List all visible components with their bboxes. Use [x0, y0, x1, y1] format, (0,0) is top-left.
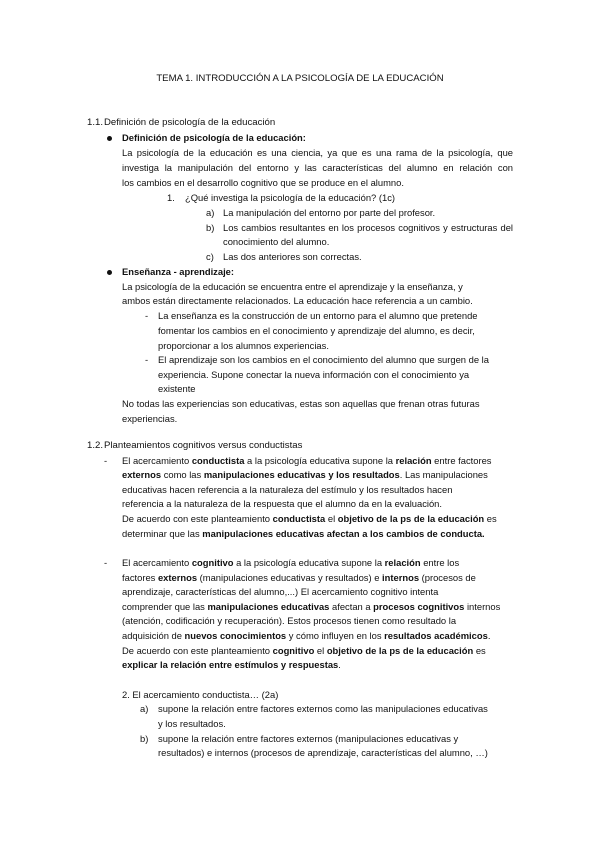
option-text: supone la relación entre factores externos como las manipulaciones educativas: [158, 703, 488, 714]
option-label: b): [140, 733, 149, 744]
question-text: 2. El acercamiento conductista… (2a): [122, 689, 279, 700]
option-text: resultados) e internos (procesos de aprendizaje, características del alumno, …): [158, 747, 488, 758]
teaching-definition: fomentar los cambios en el conocimiento y aprendizaje del alumno, es decir,: [158, 325, 475, 336]
teaching-definition: proporcionar a los alumnos experiencias.: [158, 340, 329, 351]
cognitive-paragraph-line: De acuerdo con este planteamiento cognitivo el objetivo de la ps de la educación es: [122, 645, 486, 656]
bullet-icon: [107, 270, 112, 275]
cognitive-paragraph-line: (atención, codificación y recuperación). Estos procesos tienen como resultado la: [122, 615, 457, 626]
cognitive-paragraph-line: explicar la relación entre estímulos y respuestas.: [122, 659, 341, 670]
definition-line: investiga la manipulación del entorno y las características del alumno en relación con: [122, 162, 513, 173]
definition-heading: Definición de psicología de la educación:: [122, 132, 306, 143]
behaviorist-paragraph-line: referencia a la naturaleza de la respuesta que el alumno da en la evaluación.: [122, 498, 443, 509]
behaviorist-paragraph-line: educativas hacen referencia a la naturaleza del estímulo y los resultados hacen: [122, 484, 453, 495]
behaviorist-paragraph-line: El acercamiento conductista a la psicología educativa supone la relación entre factores: [122, 455, 492, 466]
behaviorist-paragraph-line: externos como las manipulaciones educativas y los resultados. Las manipulaciones: [122, 469, 488, 480]
behaviorist-paragraph-line: De acuerdo con este planteamiento conductista el objetivo de la ps de la educación es: [122, 513, 497, 524]
question-number: 1.: [167, 192, 175, 203]
option-label: c): [206, 251, 214, 262]
option-text: conocimiento del alumno.: [223, 236, 330, 247]
teaching-learning-heading: Enseñanza - aprendizaje:: [122, 266, 235, 277]
option-label: a): [206, 207, 215, 218]
note-line: experiencias.: [122, 413, 178, 424]
dash-icon: -: [145, 310, 149, 321]
question-text: ¿Qué investiga la psicología de la educación? (1c): [185, 192, 396, 203]
option-text: supone la relación entre factores externos (manipulaciones educativas y: [158, 733, 459, 744]
definition-line: los cambios en el desarrollo cognitivo que se produce en el alumno.: [122, 177, 404, 188]
section-heading: Planteamientos cognitivos versus conductistas: [104, 440, 303, 451]
option-text: y los resultados.: [158, 718, 226, 729]
option-text: Las dos anteriores son correctas.: [223, 251, 362, 262]
teaching-definition: La enseñanza es la construcción de un entorno para el alumno que pretende: [158, 310, 478, 321]
teaching-learning-line: La psicología de la educación se encuentra entre el aprendizaje y la enseñanza, y: [122, 281, 463, 292]
cognitive-paragraph-line: adquisición de nuevos conocimientos y cómo influyen en los resultados académicos.: [122, 630, 491, 641]
teaching-learning-line: ambos están directamente relacionados. La educación hace referencia a un cambio.: [122, 295, 473, 306]
definition-line: La psicología de la educación es una ciencia, ya que es una rama de la psicología, que: [122, 147, 513, 158]
cognitive-paragraph-line: aprendizaje, características del alumno,...) El acercamiento cognitivo intenta: [122, 586, 439, 597]
dash-icon: -: [104, 455, 108, 466]
option-text: La manipulación del entorno por parte del profesor.: [223, 207, 436, 218]
learning-definition: experiencia. Supone conectar la nueva información con el conocimiento ya: [158, 369, 470, 380]
document-title: TEMA 1. INTRODUCCIÓN A LA PSICOLOGÍA DE LA EDUCACIÓN: [156, 73, 444, 84]
section-number: 1.1.: [87, 117, 104, 128]
cognitive-paragraph-line: comprender que las manipulaciones educativas afectan a procesos cognitivos internos: [122, 601, 501, 612]
cognitive-paragraph-line: factores externos (manipulaciones educativas y resultados) e internos (procesos de: [122, 572, 476, 583]
learning-definition: El aprendizaje son los cambios en el conocimiento del alumno que surgen de la: [158, 354, 489, 365]
section-number: 1.2.: [87, 440, 104, 451]
section-heading: Definición de psicología de la educación: [104, 117, 276, 128]
option-text: Los cambios resultantes en los procesos cognitivos y estructuras del: [223, 222, 513, 233]
dash-icon: -: [145, 354, 149, 365]
cognitive-paragraph-line: El acercamiento cognitivo a la psicología educativa supone la relación entre los: [122, 557, 460, 568]
dash-icon: -: [104, 557, 108, 568]
option-label: b): [206, 222, 215, 233]
note-line: No todas las experiencias son educativas, estas son aquellas que frenan otras futuras: [122, 398, 480, 409]
learning-definition: existente: [158, 383, 196, 394]
option-label: a): [140, 703, 149, 714]
bullet-icon: [107, 136, 112, 141]
behaviorist-paragraph-line: determinar que las manipulaciones educativas afectan a los cambios de conducta.: [122, 528, 485, 539]
